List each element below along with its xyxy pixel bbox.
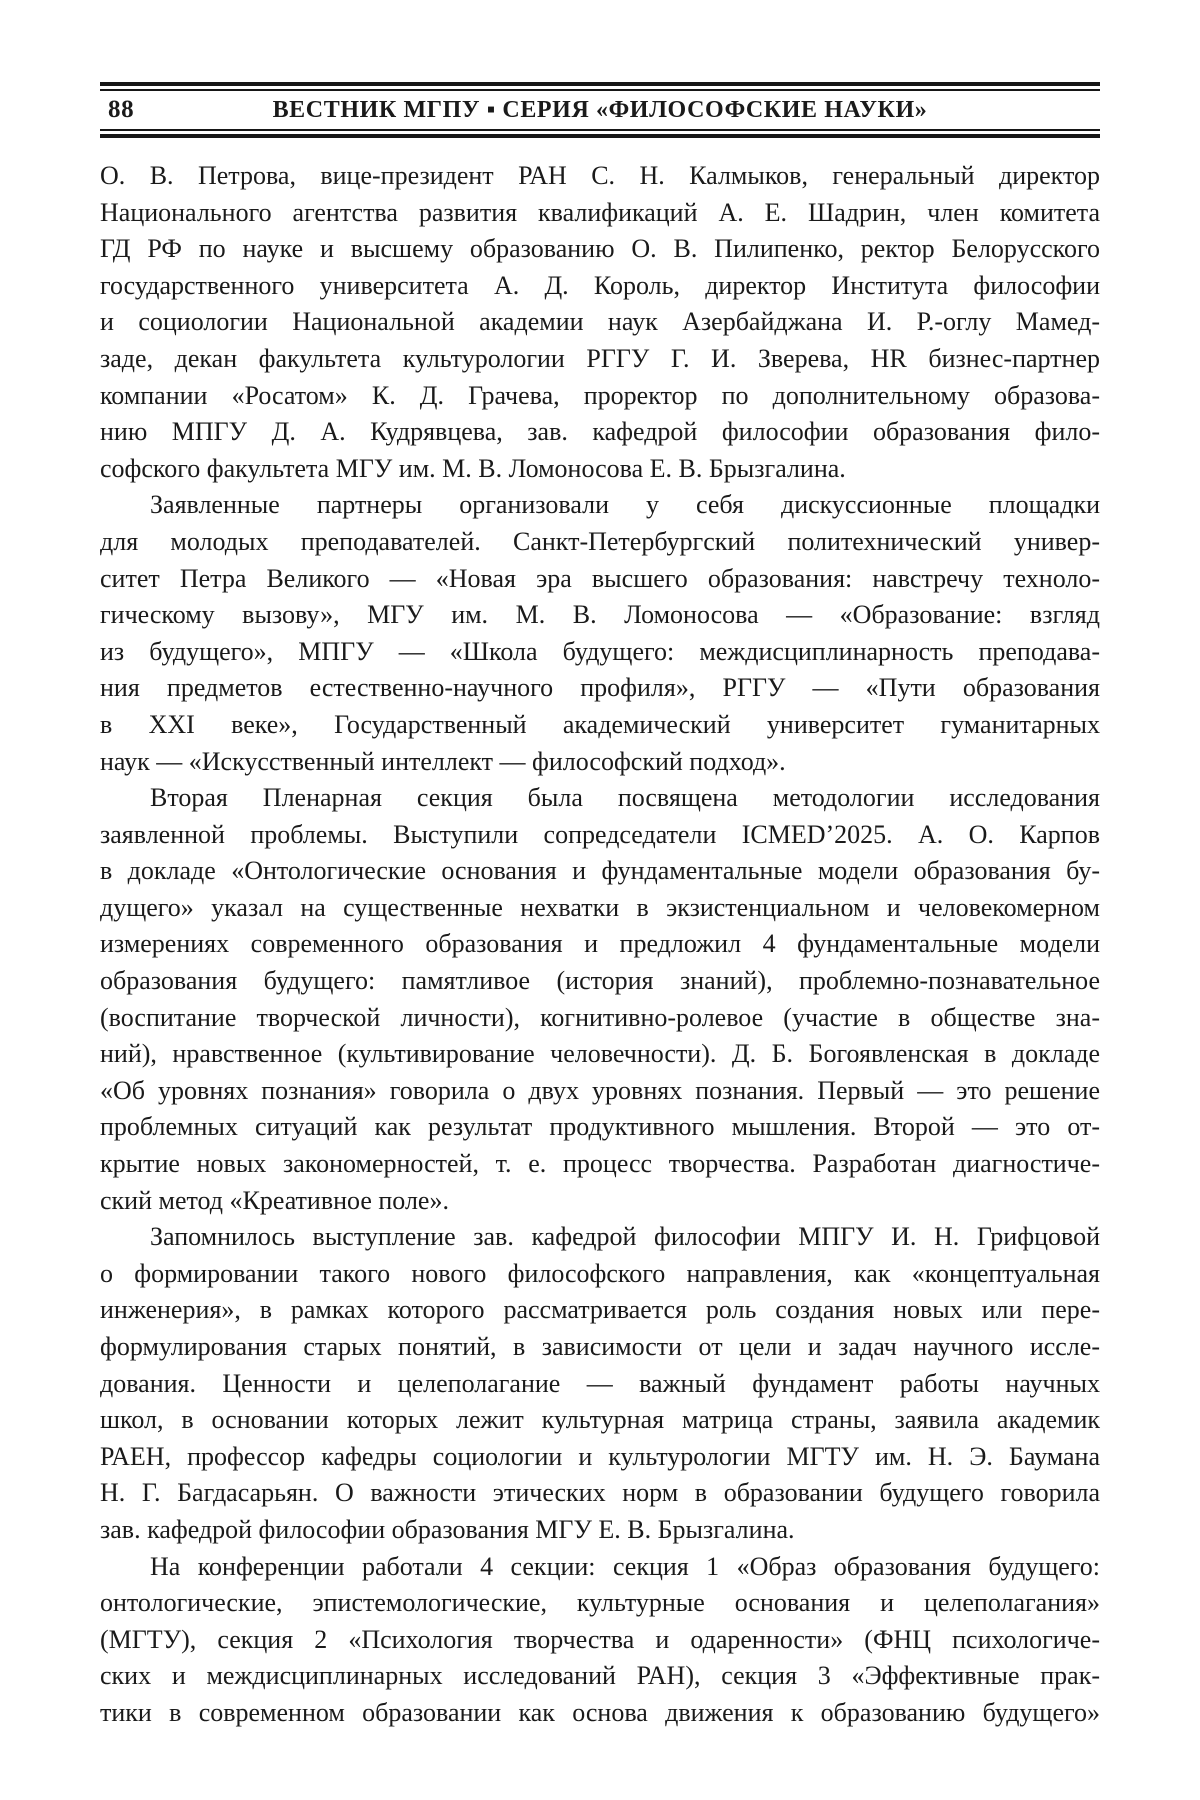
paragraph-line: ний), нравственное (культивирование человечности). Д. Б. Богоявленская в докладе [100, 1039, 1100, 1069]
paragraph-line: онтологические, эпистемологические, культурные основания и целеполагания» [100, 1588, 1100, 1618]
paragraph-line: Запомнилось выступление зав. кафедрой философии МПГУ И. Н. Грифцовой [150, 1222, 1100, 1252]
paragraph-line: школ, в основании которых лежит культурная матрица страны, заявила академик [100, 1405, 1100, 1435]
running-head: ВЕСТНИК МГПУ ▪ СЕРИЯ «ФИЛОСОФСКИЕ НАУКИ» [272, 96, 928, 123]
paragraph-line: тики в современном образовании как основа движения к образованию будущего» [100, 1697, 1100, 1727]
paragraph-line: О. В. Петрова, вице-президент РАН С. Н. Калмыков, генеральный директор [100, 161, 1100, 190]
paragraph-line: ский метод «Креативное поле». [100, 1185, 449, 1215]
paragraph-line: РАЕН, профессор кафедры социологии и культурологии МГТУ им. Н. Э. Баумана [100, 1441, 1100, 1471]
header-row [100, 91, 1100, 129]
paragraph-line: наук — «Искусственный интеллект — философский подход». [100, 746, 786, 776]
paragraph-line: компании «Росатом» К. Д. Грачева, проректор по дополнительному образова- [100, 380, 1100, 410]
page-number: 88 [108, 96, 135, 123]
paragraph-line: и социологии Национальной академии наук Азербайджана И. Р.-оглу Мамед- [100, 307, 1100, 337]
paragraph-line: из будущего», МПГУ — «Школа будущего: междисциплинарность преподава- [100, 636, 1100, 666]
paragraph-line: для молодых преподавателей. Санкт-Петербургский политехнический универ- [100, 526, 1100, 556]
paragraph-line: гическому вызову», МГУ им. М. В. Ломоносова — «Образование: взгляд [100, 600, 1100, 630]
paragraph-line: ских и междисциплинарных исследований РАН), секция 3 «Эффективные прак- [100, 1661, 1100, 1691]
paragraph-line: в XXI веке», Государственный академический университет гуманитарных [100, 709, 1100, 739]
body-paragraph [100, 1219, 1100, 1548]
paragraph-line: Заявленные партнеры организовали у себя дискуссионные площадки [150, 490, 1100, 520]
paragraph-line: софского факультета МГУ им. М. В. Ломоносова Е. В. Брызгалина. [100, 453, 846, 483]
paragraph-line: в докладе «Онтологические основания и фундаментальные модели образования бу- [100, 856, 1100, 886]
paragraph-line: (воспитание творческой личности), когнитивно-ролевое (участие в обществе зна- [100, 1002, 1100, 1032]
paragraph-line: заде, декан факультета культурологии РГГУ Г. И. Зверева, HR бизнес-партнер [100, 343, 1100, 373]
page-header [100, 82, 1100, 138]
paragraph-line: «Об уровнях познания» говорила о двух уровнях познания. Первый — это решение [100, 1075, 1100, 1105]
paragraph-line: Н. Г. Багдасарьян. О важности этических норм в образовании будущего говорила [100, 1478, 1100, 1508]
paragraph-line: дущего» указал на существенные нехватки в экзистенциальном и человекомерном [100, 892, 1100, 922]
paragraph-line: (МГТУ), секция 2 «Психология творчества и одаренности» (ФНЦ психологиче- [100, 1624, 1100, 1654]
paragraph-line: крытие новых закономерностей, т. е. процесс творчества. Разработан диагностиче- [100, 1149, 1100, 1179]
paragraph-line: Вторая Пленарная секция была посвящена методологии исследования [150, 783, 1100, 813]
paragraph-line: государственного университета А. Д. Король, директор Института философии [100, 270, 1100, 300]
paragraph-line: дования. Ценности и целеполагание — важный фундамент работы научных [100, 1368, 1100, 1398]
body-paragraph [100, 487, 1100, 780]
header-rule-bottom [100, 129, 1100, 138]
paragraph-line: инженерия», в рамках которого рассматривается роль создания новых или пере- [100, 1295, 1100, 1325]
header-rule-top [100, 82, 1100, 91]
paragraph-line: измерениях современного образования и предложил 4 фундаментальные модели [100, 929, 1100, 959]
body-paragraph [100, 1549, 1100, 1732]
paragraph-line: ния предметов естественно-научного профиля», РГГУ — «Пути образования [100, 673, 1100, 703]
paragraph-line: проблемных ситуаций как результат продуктивного мышления. Второй — это от- [100, 1112, 1100, 1142]
paragraph-line: ситет Петра Великого — «Новая эра высшего образования: навстречу техноло- [100, 563, 1100, 593]
paragraph-line: нию МПГУ Д. А. Кудрявцева, зав. кафедрой философии образования фило- [100, 417, 1100, 447]
body-paragraph [100, 780, 1100, 1219]
paragraph-line: зав. кафедрой философии образования МГУ Е. В. Брызгалина. [100, 1514, 795, 1544]
paragraph-line: образования будущего: памятливое (история знаний), проблемно-познавательное [100, 966, 1100, 996]
article-body [100, 158, 1100, 1732]
paragraph-line: На конференции работали 4 секции: секция 1 «Образ образования будущего: [150, 1551, 1100, 1581]
paragraph-line: Национального агентства развития квалификаций А. Е. Шадрин, член комитета [100, 197, 1100, 227]
paragraph-line: ГД РФ по науке и высшему образованию О. В. Пилипенко, ректор Белорусского [100, 234, 1100, 264]
body-paragraph [100, 158, 1100, 487]
paragraph-line: заявленной проблемы. Выступили сопредседатели ICMED’2025. А. О. Карпов [100, 819, 1100, 849]
paragraph-line: формулирования старых понятий, в зависимости от цели и задач научного иссле- [100, 1332, 1100, 1361]
paragraph-line: о формировании такого нового философского направления, как «концептуальная [100, 1258, 1100, 1288]
